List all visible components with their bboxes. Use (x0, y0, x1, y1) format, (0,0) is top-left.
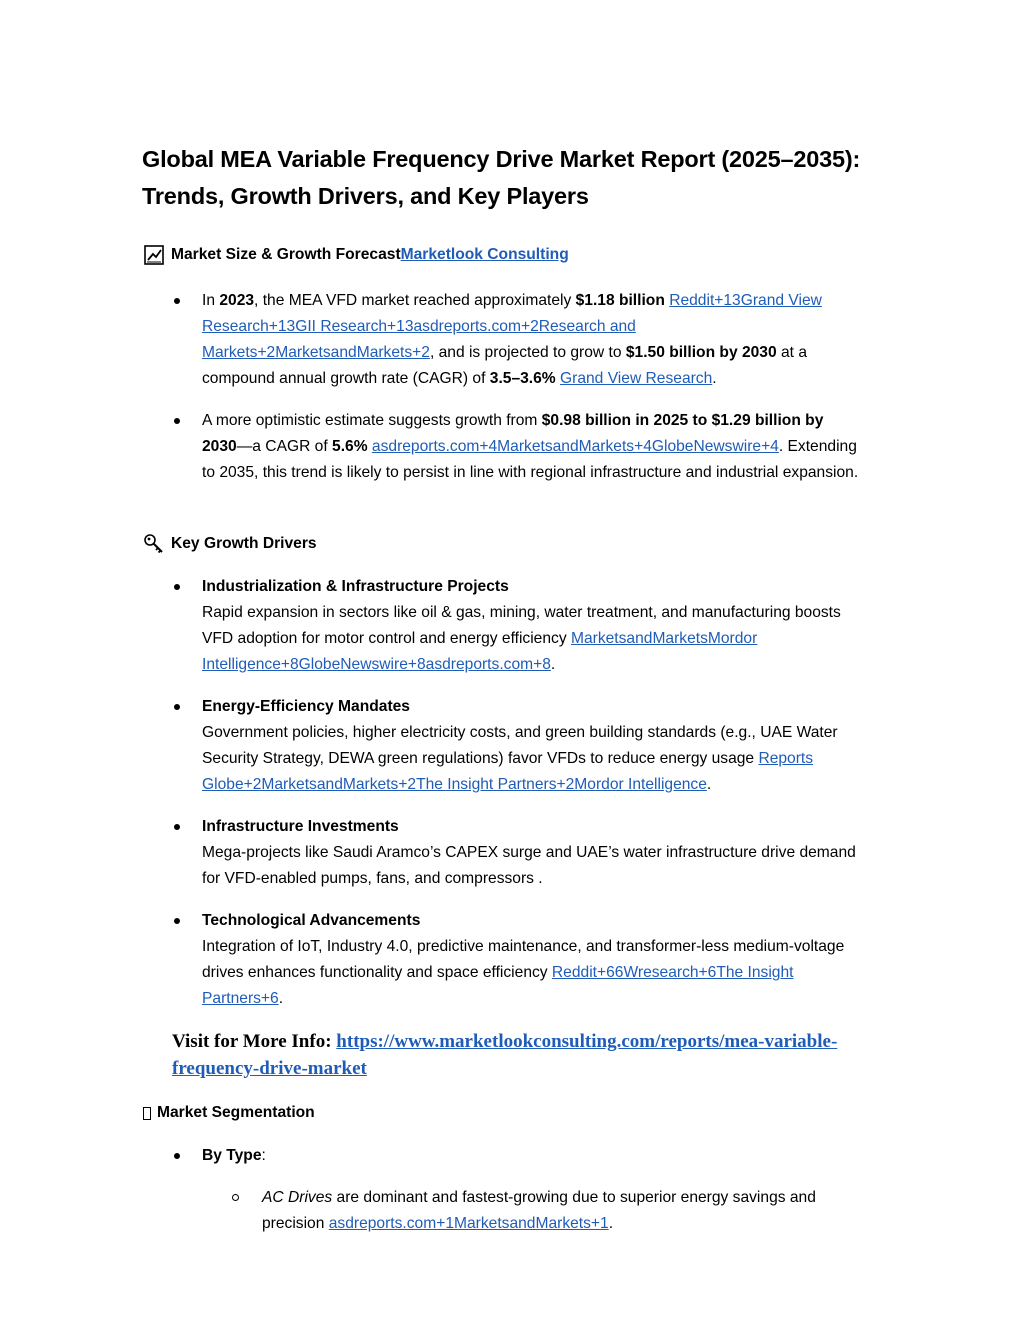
market-size-list (172, 288, 862, 486)
key-icon (143, 533, 165, 555)
section-growth-drivers-heading (143, 533, 317, 555)
section-segmentation-heading (143, 1102, 315, 1124)
list-item: Infrastructure Investments Mega-projects like Saudi Aramco’s CAPEX surge and UAE’s water infrastructure drive demand for VFD-enabled pumps, fans, and compressors . (172, 814, 862, 892)
source-link[interactable]: Reddit+13Grand View Research+13GII Research+13asdreports.com+2Research and Markets+2MarketsandMarkets+2 (202, 292, 822, 361)
segmentation-list (172, 1143, 862, 1169)
list-item: AC Drives are dominant and fastest-growing due to superior energy savings and precision asdreports.com+1MarketsandMarkets+1. (232, 1185, 872, 1237)
list-item: A more optimistic estimate suggests growth from $0.98 billion in 2025 to $1.29 billion by 2030—a CAGR of 5.6% asdreports.com+4MarketsandMarkets+4GlobeNewswire+4. Extending to 2035, this trend is likely to persist in line with regional infrastructure and industrial expansion. (172, 408, 862, 486)
visit-more-info (172, 1028, 892, 1082)
source-link[interactable]: MarketsandMarketsMordor Intelligence+8GlobeNewswire+8asdreports.com+8 (202, 630, 758, 673)
list-item: By Type: (172, 1143, 862, 1169)
source-link[interactable]: asdreports.com+4MarketsandMarkets+4GlobeNewswire+4 (371, 438, 779, 455)
report-url-link[interactable]: https://www.marketlookconsulting.com/reports/mea-variable-frequency-drive-market (172, 1031, 838, 1079)
growth-drivers-list (172, 574, 862, 1012)
source-link[interactable]: asdreports.com+1MarketsandMarkets+1 (328, 1215, 609, 1232)
page-title: Global MEA Variable Frequency Drive Market Report (2025–2035): Trends, Growth Drivers, and Key Players (142, 146, 861, 209)
section-market-size-heading (143, 244, 569, 266)
list-item: Industrialization & Infrastructure Projects Rapid expansion in sectors like oil & gas, mining, water treatment, and manufacturing boosts VFD adoption for motor control and energy efficiency MarketsandMarketsMordor Intelligence+8GlobeNewswire+8asdreports.com+8. (172, 574, 862, 678)
list-item: Technological Advancements Integration of IoT, Industry 4.0, predictive maintenance, and transformer-less medium-voltage drives enhances functionality and space efficiency Reddit+66Wresearch+6The Insight Partners+6. (172, 908, 862, 1012)
section-heading-text: Market Segmentation (157, 1104, 315, 1121)
segmentation-sublist (232, 1185, 872, 1237)
visit-label: Visit for More Info: (172, 1031, 337, 1052)
chart-increasing-icon (143, 244, 165, 266)
driver-title: Infrastructure Investments (202, 818, 399, 835)
source-link[interactable]: Grand View Research (560, 370, 713, 387)
driver-title: Energy-Efficiency Mandates (202, 698, 410, 715)
source-link[interactable]: Reddit+66Wresearch+6The Insight Partners+6 (202, 964, 794, 1007)
source-link[interactable]: Reports Globe+2MarketsandMarkets+2The Insight Partners+2Mordor Intelligence (202, 750, 814, 793)
driver-title: Technological Advancements (202, 912, 421, 929)
section-heading-text: Market Size & Growth Forecast (171, 246, 401, 263)
missing-glyph-box-icon (143, 1107, 151, 1120)
section-heading-text: Key Growth Drivers (171, 535, 317, 552)
list-item: In 2023, the MEA VFD market reached approximately $1.18 billion Reddit+13Grand View Research+13GII Research+13asdreports.com+2Research and Markets+2MarketsandMarkets+2, and is projected to grow to $1.50 billion by 2030 at a compound annual growth rate (CAGR) of 3.5–3.6% Grand View Research. (172, 288, 862, 392)
driver-title: Industrialization & Infrastructure Projects (202, 578, 509, 595)
marketlook-consulting-link[interactable]: Marketlook Consulting (400, 246, 569, 263)
list-item: Energy-Efficiency Mandates Government policies, higher electricity costs, and green building standards (e.g., UAE Water Security Strategy, DEWA green regulations) favor VFDs to reduce energy usage Reports Globe+2MarketsandMarkets+2The Insight Partners+2Mordor Intelligence. (172, 694, 862, 798)
